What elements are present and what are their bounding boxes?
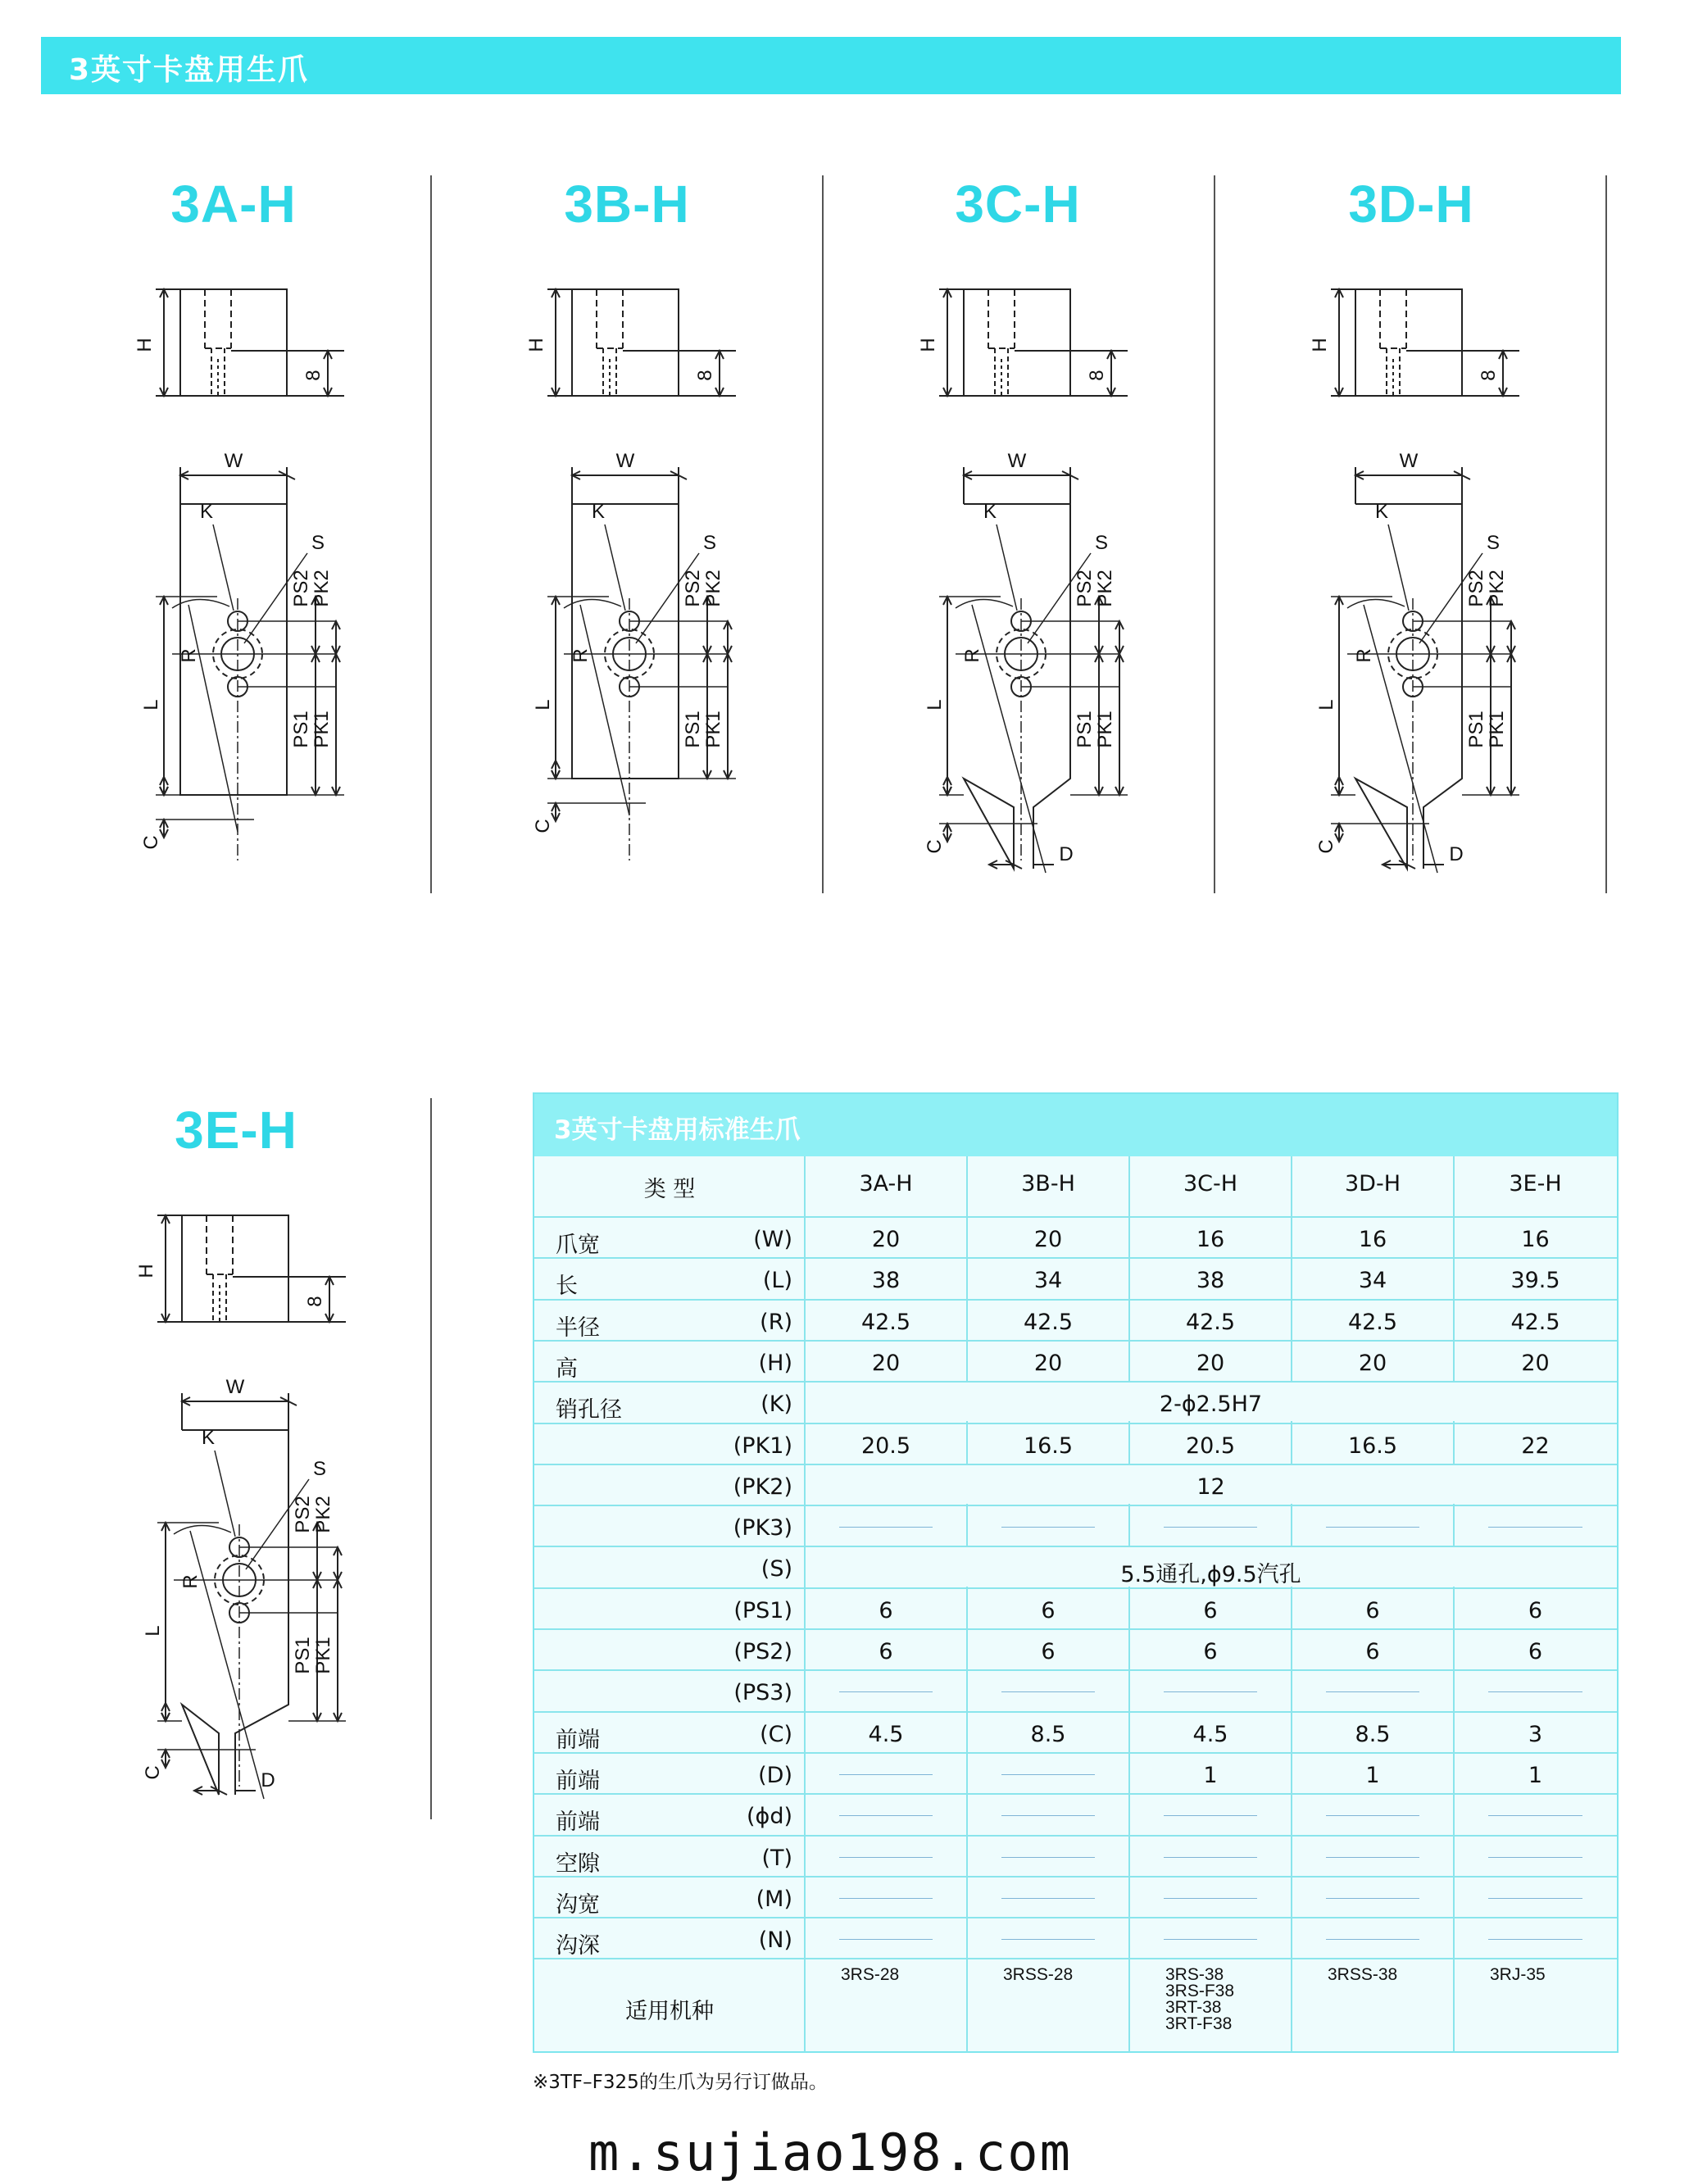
table-row-label: 长 <box>556 1274 578 1300</box>
table-value: 6 <box>1041 1639 1056 1664</box>
dimension-label: R <box>179 1574 202 1589</box>
table-value: 1 <box>1203 1762 1218 1788</box>
jaw-front-outline <box>572 504 679 779</box>
jaw-side-outline <box>180 289 287 396</box>
radius-arc <box>956 599 1013 608</box>
table-value: 4.5 <box>1192 1721 1228 1747</box>
dimension-label: 8 <box>304 1296 326 1307</box>
column-divider <box>822 175 824 893</box>
radius-arc <box>174 1525 231 1534</box>
dimension-label: R <box>961 648 983 663</box>
table-empty-dash <box>1488 1527 1582 1528</box>
table-row-label: 前端 <box>556 1768 600 1794</box>
dimension-label: 8 <box>302 370 325 381</box>
dimension-label: 8 <box>694 370 716 381</box>
table-row-label: 前端 <box>556 1727 600 1753</box>
table-applicable-model: 3RJ-35 <box>1490 1965 1546 1985</box>
table-empty-dash <box>1326 1815 1419 1816</box>
dimension-label: PK1 <box>1094 711 1116 748</box>
dimension-label: D <box>261 1769 275 1791</box>
table-empty-dash <box>1001 1939 1095 1940</box>
table-empty-dash <box>1164 1691 1257 1692</box>
table-row-symbol: (PS3) <box>733 1680 792 1706</box>
table-row-symbol: (PK2) <box>733 1473 792 1500</box>
table-applicable-model: 3RS-28 <box>841 1965 900 1985</box>
table-value: 20 <box>1358 1350 1387 1376</box>
dimension-label: PK1 <box>702 711 724 748</box>
table-row-symbol: (C) <box>760 1721 792 1747</box>
radius-arc <box>1347 599 1405 608</box>
table-value: 6 <box>879 1597 893 1623</box>
model-title-3e: 3E-H <box>175 1101 297 1160</box>
dimension-label: K <box>199 501 214 523</box>
dimension-label: R <box>570 648 592 663</box>
page-header-banner <box>41 37 1621 94</box>
table-value: 20 <box>871 1227 901 1252</box>
table-value: 38 <box>871 1268 901 1294</box>
jaw-side-outline <box>964 289 1070 396</box>
drawing-line <box>215 1451 235 1537</box>
dimension-label: L <box>1315 699 1337 711</box>
table-row-symbol: (D) <box>758 1762 792 1788</box>
column-divider <box>430 1098 432 1819</box>
dimension-label: PS1 <box>1465 711 1487 748</box>
table-applicable-model: 3RS-38 3RS-F38 3RT-38 3RT-F38 <box>1165 1965 1235 2034</box>
website-url: m.sujiao198.com <box>588 2123 1072 2182</box>
dimension-label: 8 <box>1478 370 1500 381</box>
table-empty-dash <box>1164 1815 1257 1816</box>
dimension-label: L <box>142 1625 164 1637</box>
table-value: 6 <box>1041 1597 1056 1623</box>
table-empty-dash <box>1001 1774 1095 1775</box>
table-row-label: 沟宽 <box>556 1891 600 1918</box>
table-empty-dash <box>1001 1815 1095 1816</box>
table-header-model: 3C-H <box>1183 1171 1238 1196</box>
dimension-label: H <box>135 1264 157 1278</box>
table-row-symbol: (PK3) <box>733 1515 792 1542</box>
table-empty-dash <box>1001 1691 1095 1692</box>
dimension-label: S <box>312 1458 327 1480</box>
dimension-label: PK2 <box>311 570 333 607</box>
table-value: 6 <box>879 1639 893 1664</box>
table-value: 16 <box>1196 1227 1225 1252</box>
table-empty-dash <box>839 1815 933 1816</box>
table-row-symbol: (W) <box>753 1227 792 1252</box>
table-value: 34 <box>1033 1268 1063 1294</box>
table-empty-dash <box>1001 1857 1095 1858</box>
dimension-label: H <box>525 338 547 352</box>
table-empty-dash <box>839 1857 933 1858</box>
table-row-symbol: (M) <box>756 1886 792 1912</box>
dimension-label: PS2 <box>682 570 704 607</box>
jaw-side-outline <box>572 289 679 396</box>
table-empty-dash <box>1326 1898 1419 1899</box>
table-value: 16.5 <box>1023 1433 1074 1459</box>
model-title-3b: 3B-H <box>564 175 690 234</box>
table-value: 8.5 <box>1030 1721 1066 1747</box>
table-value: 22 <box>1521 1433 1550 1459</box>
dimension-label: PS2 <box>1074 570 1096 607</box>
diagram-3a <box>107 270 410 893</box>
table-value: 3 <box>1528 1721 1543 1747</box>
column-divider <box>1214 175 1215 893</box>
table-row-label: 高 <box>556 1355 578 1382</box>
table-value: 6 <box>1203 1639 1218 1664</box>
table-empty-dash <box>1488 1815 1582 1816</box>
dimension-label: K <box>201 1427 216 1449</box>
diagram-3b <box>498 270 801 893</box>
table-value: 6 <box>1528 1597 1543 1623</box>
drawing-line <box>1388 524 1409 611</box>
footnote: ※3TF–F325的生爪为另行订做品。 <box>533 2072 828 2093</box>
dimension-label: K <box>983 501 997 523</box>
dimension-label: H <box>917 338 939 352</box>
spec-table-title-bar <box>534 1094 1617 1156</box>
table-value: 6 <box>1365 1639 1380 1664</box>
table-empty-dash <box>839 1774 933 1775</box>
table-value: 20 <box>1033 1227 1063 1252</box>
table-value: 42.5 <box>1185 1309 1236 1335</box>
model-title-3c: 3C-H <box>955 175 1081 234</box>
dimension-label: PS2 <box>1465 570 1487 607</box>
table-row-label: 沟深 <box>556 1933 600 1959</box>
table-value: 6 <box>1203 1597 1218 1623</box>
table-empty-dash <box>1488 1939 1582 1940</box>
table-value: 16 <box>1521 1227 1550 1252</box>
dimension-label: C <box>924 839 946 854</box>
dimension-label: L <box>924 699 946 711</box>
table-applicable-model: 3RSS-38 <box>1328 1965 1398 1985</box>
table-value: 6 <box>1365 1597 1380 1623</box>
table-empty-dash <box>1488 1898 1582 1899</box>
dimension-label: C <box>1315 839 1337 854</box>
diagram-3c <box>890 270 1193 893</box>
dimension-label: PS1 <box>682 711 704 748</box>
dimension-label: L <box>532 699 554 711</box>
dimension-label: H <box>134 338 156 352</box>
table-value: 20 <box>1521 1350 1550 1376</box>
table-empty-dash <box>1164 1857 1257 1858</box>
dimension-label: PK2 <box>1094 570 1116 607</box>
table-row-label: 爪宽 <box>556 1233 600 1258</box>
table-value: 4.5 <box>868 1721 904 1747</box>
table-row-label: 空隙 <box>556 1850 600 1877</box>
table-span-value: 5.5通孔,ϕ9.5汽孔 <box>1120 1562 1301 1588</box>
table-empty-dash <box>839 1691 933 1692</box>
table-value: 42.5 <box>1023 1309 1074 1335</box>
table-span-value: 12 <box>1196 1473 1225 1500</box>
spec-table <box>533 1092 1619 2053</box>
table-value: 16.5 <box>1347 1433 1398 1459</box>
table-row-label: 前端 <box>556 1809 600 1836</box>
dimension-label: H <box>1309 338 1331 352</box>
dimension-label: R <box>178 648 200 663</box>
dimension-label: PS1 <box>290 711 312 748</box>
spec-table-title: 3英寸卡盘用标准生爪 <box>554 1115 801 1145</box>
table-header-model: 3E-H <box>1509 1171 1562 1196</box>
table-empty-dash <box>839 1898 933 1899</box>
dimension-label: W <box>615 450 635 472</box>
table-value: 38 <box>1196 1268 1225 1294</box>
table-row-symbol: (ϕd) <box>746 1804 792 1830</box>
dimension-label: W <box>224 450 243 472</box>
table-empty-dash <box>839 1939 933 1940</box>
table-value: 20 <box>871 1350 901 1376</box>
page-title: 3英寸卡盘用生爪 <box>69 53 310 87</box>
table-empty-dash <box>839 1527 933 1528</box>
table-value: 20.5 <box>1185 1433 1236 1459</box>
model-title-3a: 3A-H <box>170 175 297 234</box>
dimension-label: PK1 <box>311 711 333 748</box>
table-value: 6 <box>1528 1639 1543 1664</box>
diagram-3d <box>1282 270 1585 893</box>
table-value: 34 <box>1358 1268 1387 1294</box>
table-applicable-label: 适用机种 <box>625 1999 714 2025</box>
table-row-symbol: (L) <box>762 1268 792 1294</box>
dimension-label: PS2 <box>290 570 312 607</box>
drawing-line <box>605 524 625 611</box>
table-row-symbol: (H) <box>758 1350 792 1376</box>
table-row-symbol: (PK1) <box>733 1433 792 1459</box>
dimension-label: S <box>1486 532 1501 554</box>
table-row-symbol: (N) <box>758 1927 792 1954</box>
dimension-label: L <box>140 699 162 711</box>
table-row-symbol: (K) <box>761 1392 792 1418</box>
table-value: 1 <box>1365 1762 1380 1788</box>
table-value: 39.5 <box>1510 1268 1560 1294</box>
table-empty-dash <box>1164 1939 1257 1940</box>
dimension-label: PS1 <box>292 1637 314 1674</box>
spec-table-grid <box>534 1156 1617 2051</box>
diagram-3e <box>108 1196 411 1819</box>
dimension-label: W <box>1399 450 1419 472</box>
table-empty-dash <box>1326 1527 1419 1528</box>
table-value: 42.5 <box>1510 1309 1560 1335</box>
table-value: 20.5 <box>860 1433 911 1459</box>
jaw-side-outline <box>1355 289 1462 396</box>
column-divider <box>430 175 432 893</box>
dimension-label: 8 <box>1086 370 1108 381</box>
table-span-value: 2-ϕ2.5H7 <box>1159 1392 1263 1418</box>
table-empty-dash <box>1326 1939 1419 1940</box>
dimension-label: PK2 <box>312 1496 334 1533</box>
dimension-label: W <box>1007 450 1027 472</box>
table-empty-dash <box>1326 1691 1419 1692</box>
dimension-label: K <box>591 501 606 523</box>
table-row-symbol: (PS2) <box>733 1639 792 1664</box>
dimension-label: W <box>225 1376 245 1398</box>
dimension-label: S <box>702 532 717 554</box>
dimension-label: C <box>142 1765 164 1780</box>
model-title-3d: 3D-H <box>1348 175 1474 234</box>
dimension-label: D <box>1059 843 1074 865</box>
dimension-label: PS2 <box>292 1496 314 1533</box>
table-row-symbol: (S) <box>761 1556 792 1582</box>
dimension-label: PK2 <box>1486 570 1508 607</box>
dimension-label: PS1 <box>1074 711 1096 748</box>
dimension-label: K <box>1374 501 1389 523</box>
table-header-model: 3B-H <box>1021 1171 1075 1196</box>
table-row-label: 半径 <box>556 1314 600 1341</box>
dimension-label: S <box>1094 532 1109 554</box>
dimension-label: D <box>1449 843 1464 865</box>
table-value: 16 <box>1358 1227 1387 1252</box>
drawing-line <box>580 605 629 815</box>
table-empty-dash <box>1001 1898 1095 1899</box>
dimension-label: PK1 <box>1486 711 1508 748</box>
table-value: 20 <box>1033 1350 1063 1376</box>
jaw-side-outline <box>182 1215 288 1322</box>
table-empty-dash <box>1326 1857 1419 1858</box>
table-row-symbol: (PS1) <box>733 1597 792 1623</box>
dimension-label: S <box>311 532 325 554</box>
table-row-label: 销孔径 <box>556 1397 622 1423</box>
dimension-label: R <box>1353 648 1375 663</box>
dimension-label: C <box>140 835 162 850</box>
table-applicable-model: 3RSS-28 <box>1003 1965 1074 1985</box>
table-header-type: 类 型 <box>643 1177 696 1202</box>
table-header-model: 3D-H <box>1344 1171 1401 1196</box>
table-empty-dash <box>1164 1898 1257 1899</box>
table-header-model: 3A-H <box>859 1171 913 1196</box>
table-empty-dash <box>1164 1527 1257 1528</box>
drawing-line <box>997 524 1017 611</box>
table-value: 20 <box>1196 1350 1225 1376</box>
dimension-label: C <box>532 819 554 833</box>
table-row-symbol: (R) <box>760 1309 792 1335</box>
column-divider <box>1605 175 1607 893</box>
table-row-symbol: (T) <box>761 1845 792 1871</box>
drawing-line <box>213 524 234 611</box>
table-value: 42.5 <box>1347 1309 1398 1335</box>
table-value: 1 <box>1528 1762 1543 1788</box>
dimension-label: PK1 <box>312 1637 334 1674</box>
table-empty-dash <box>1488 1691 1582 1692</box>
table-value: 8.5 <box>1355 1721 1391 1747</box>
table-empty-dash <box>1488 1857 1582 1858</box>
table-value: 42.5 <box>860 1309 911 1335</box>
table-empty-dash <box>1001 1527 1095 1528</box>
dimension-label: PK2 <box>702 570 724 607</box>
